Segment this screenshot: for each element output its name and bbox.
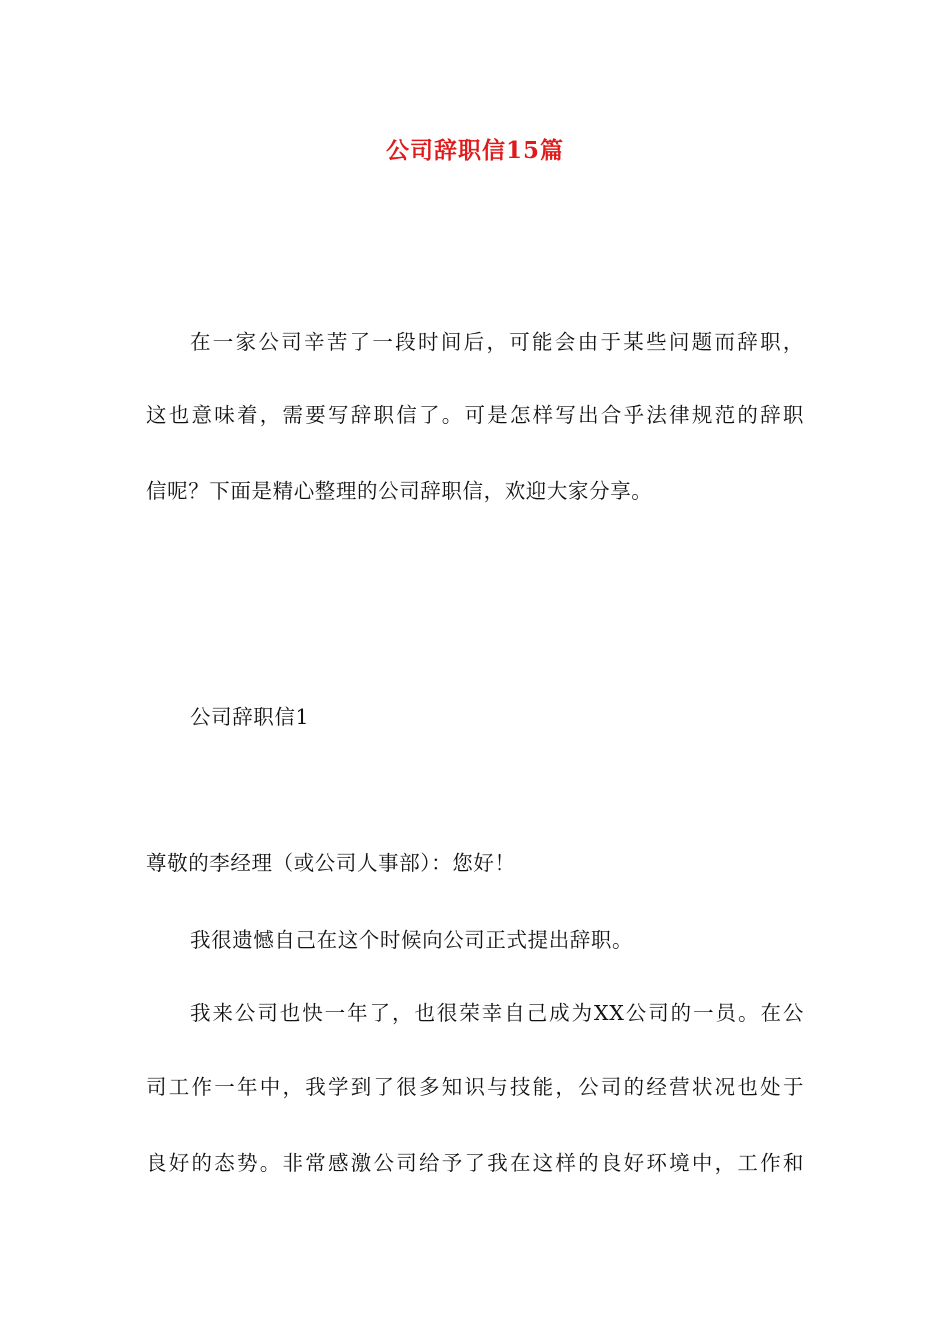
paragraph-1: 我很遗憾自己在这个时候向公司正式提出辞职。 <box>190 928 634 952</box>
intro-line-3: 信呢？下面是精心整理的公司辞职信，欢迎大家分享。 <box>146 479 653 503</box>
paragraph-2-line-1: 我来公司也快一年了，也很荣幸自己成为XX公司的一员。在公 <box>190 1001 804 1025</box>
intro-line-2: 这也意味着，需要写辞职信了。可是怎样写出合乎法律规范的辞职 <box>146 403 804 427</box>
document-title: 公司辞职信15篇 <box>385 137 564 164</box>
intro-line-1: 在一家公司辛苦了一段时间后，可能会由于某些问题而辞职， <box>190 330 804 354</box>
paragraph-2-line-3: 良好的态势。非常感激公司给予了我在这样的良好环境中，工作和 <box>146 1151 804 1175</box>
section-heading: 公司辞职信1 <box>190 705 310 729</box>
paragraph-2-line-2: 司工作一年中，我学到了很多知识与技能，公司的经营状况也处于 <box>146 1075 804 1099</box>
salutation: 尊敬的李经理（或公司人事部）：您好！ <box>146 851 516 875</box>
